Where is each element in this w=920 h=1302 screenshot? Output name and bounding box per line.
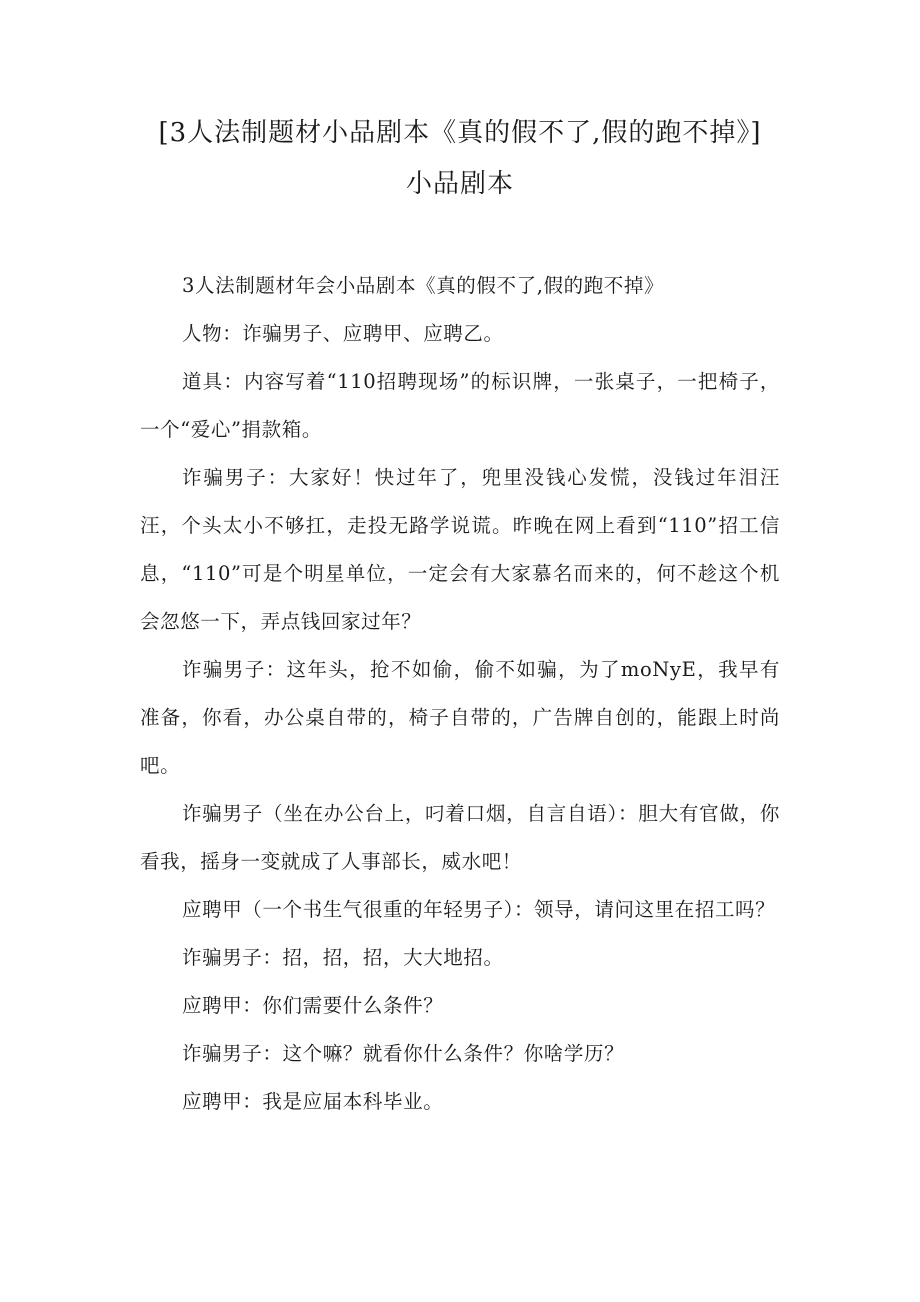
paragraph-props: 道具：内容写着“110招聘现场”的标识牌，一张桌子，一把椅子，一个“爱心”捐款箱。 [140,370,780,441]
paragraph-dialogue: 诈骗男子：大家好！快过年了，兜里没钱心发慌，没钱过年泪汪汪，个头太小不够扛，走投无路学说谎。昨晚在网上看到“110”招工信息，“110”可是个明星单位，一定会有大家慕名而来的，何不趁这个机会忽悠一下，弄点钱回家过年？ [140,466,780,633]
paragraph-subtitle: 3人法制题材年会小品剧本《真的假不了,假的跑不掉》 [182,274,665,297]
paragraph-dialogue: 应聘甲（一个书生气很重的年轻男子）：领导，请问这里在招工吗？ [182,898,776,921]
document-title-line-2: 小品剧本 [405,169,514,199]
paragraph-dialogue: 诈骗男子：这年头，抢不如偷，偷不如骗，为了moNyE，我早有准备，你看，办公桌自带的，椅子自带的，广告牌自创的，能跟上时尚吧。 [140,658,780,777]
paragraph-characters: 人物：诈骗男子、应聘甲、应聘乙。 [182,322,504,345]
paragraph-dialogue: 诈骗男子：这个嘛？就看你什么条件？你啥学历？ [182,1042,625,1065]
paragraph-dialogue: 诈骗男子：招，招，招，大大地招。 [182,946,504,969]
document-body [140,262,780,1126]
document-title-line-1: [3人法制题材小品剧本《真的假不了,假的跑不掉》] [158,118,762,148]
paragraph-dialogue: 诈骗男子（坐在办公台上，叼着口烟，自言自语）：胆大有官做，你看我，摇身一变就成了人事部长，威水吧！ [140,802,780,873]
paragraph-dialogue: 应聘甲：你们需要什么条件？ [182,994,444,1017]
paragraph-dialogue: 应聘甲：我是应届本科毕业。 [182,1090,444,1113]
